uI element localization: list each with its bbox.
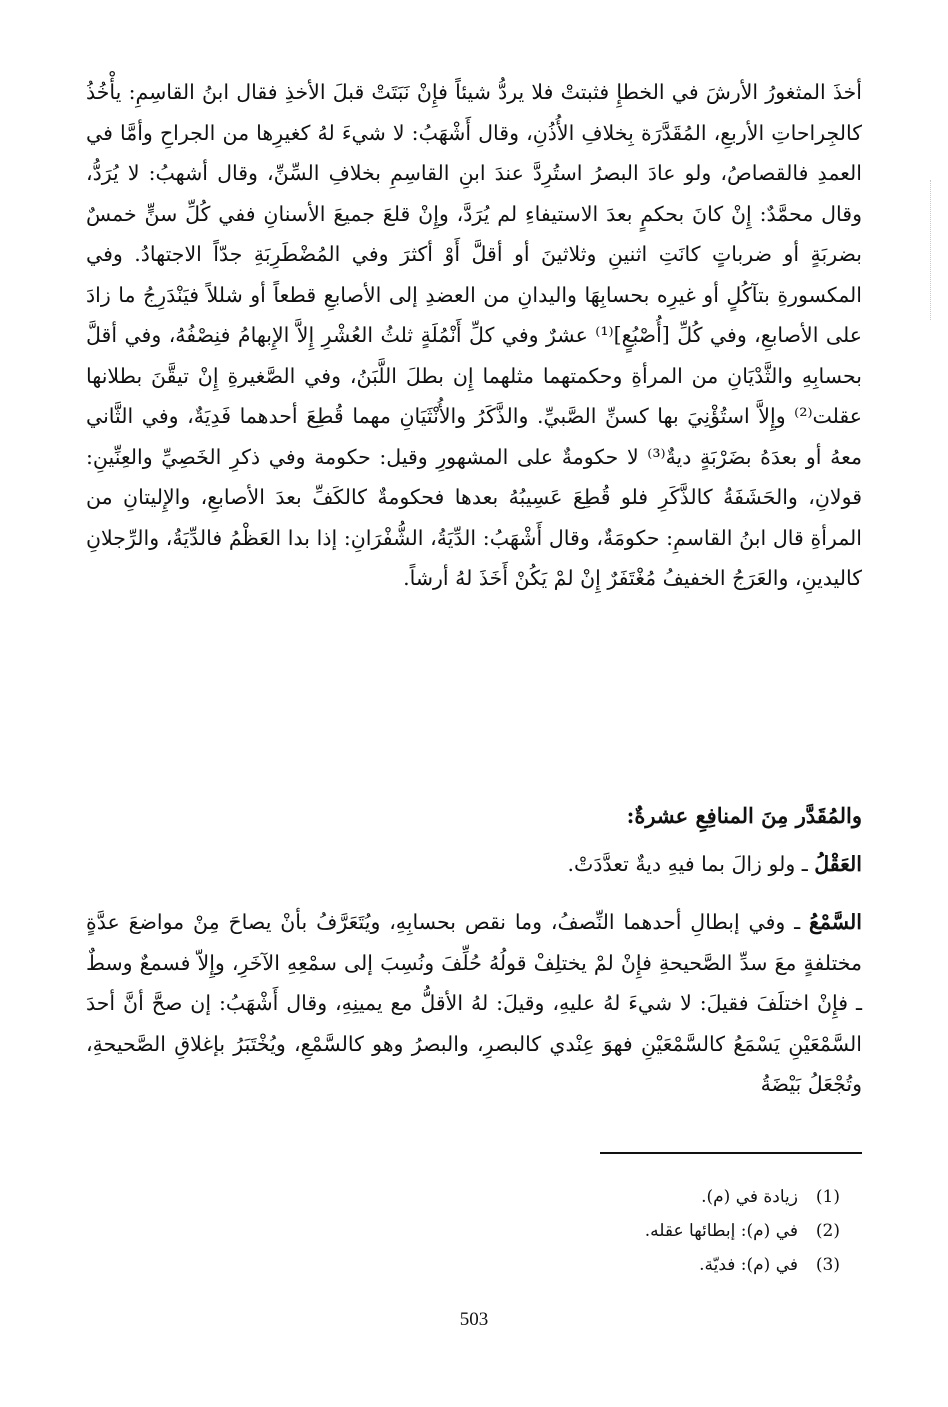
sam-paragraph [86, 902, 862, 1148]
footnote-item [340, 1248, 840, 1282]
aql-text: ـ ولو زالَ بما فيهِ ديةٌ تعدَّدَتْ. [567, 852, 815, 876]
footnote-text: في (م): إبطائها عقله. [644, 1221, 798, 1241]
section-heading: والمُقَدَّر مِنَ المنافِعِ عشرةٌ: [626, 803, 862, 828]
footnote-item [340, 1214, 840, 1248]
footnote-item [340, 1180, 840, 1214]
footnote-number: (1) [815, 1187, 840, 1207]
footnotes-list [340, 1180, 840, 1282]
paragraph-main-1: أخذَ المثغورُ الأرشَ في الخطإِ فثبتتْ فلا يردُّ شيئاً فإِنْ نَبَتَتْ قبلَ الأخذِ فقال ابنُ القاسِمِ: يأْخُذُ كالجِراحاتِ الأربعِ، المُقَدَّرَة بِخلافِ الأُذُنِ، وقال أَشْهَبُ: لا شيءَ لهُ كغيرِها من الجراحِ وأمَّا في العمدِ فالقصاصُ، ولو عادَ البصرُ استُرِدَّ عندَ ابنِ القاسِمِ بخلافِ السِّنِّ، وقال أشهبُ: لا يُرَدُّ، وقال محمَّدٌ: إِنْ كانَ بحكمٍ بعدَ الاستيفاءِ لم يُرَدَّ، وإِنْ قلعَ جميعَ الأسنانِ ففي كُلِّ سنٍّ خمسٌ بضربَةٍ أو ضرباتٍ كانَتِ اثنينِ وثلاثينَ أو أقلَّ أَوْ أكثرَ وفي المُضْطَرِبَةِ جدّاً الاجتهادُ. وفي المكسورةِ بتآكُلٍ أو غيرِه بحسابِهَا واليدانِ من العضدِ إلى الأصابعِ قطعاً أو شللاً فيَنْدَرِجُ ما زادَ على الأصابعِ، وفي كُلِّ [أُصْبُعٍ]⁽¹⁾ عشرٌ وفي كلِّ أَنْمُلَةٍ ثلثُ العُشْرِ إِلاَّ الإِبهامُ فنِصْفُهُ، وفي أقلَّ بحسابِهِ والثَّدْيَانِ من المرأةِ وحكمتهما مثلهما إِن بطلَ اللَّبَنُ، وفي الصَّغيرةِ إِنْ تيقَّنَ بطلانها عقلت⁽²⁾ وإِلاَّ استُؤْنِيَ بها كسنِّ الصَّبيِّ. والذَّكَرُ والأُنْثَيَانِ مهما قُطِعَ أحدهما فَدِيَةٌ، وفي الثَّاني معهُ أو بعدَهُ بضَرْبَةٍ ديةٌ⁽³⁾ لا حكومةٌ على المشهورِ وقيل: حكومة وفي ذكرِ الخَصِيِّ والعِنِّينِ: قولانِ، والحَشَفَةُ كالذَّكَرِ فلو قُطِعَ عَسِيبُهُ بعدها فحكومةٌ كالكَفِّ بعدَ الأصابعِ، والإِليتانِ من المرأةِ قال ابنُ القاسمِ: حكومَةٌ، وقال أَشْهَبُ: الدِّيَةُ، الشُّفْرَانِ: إذا بدا العَظْمُ فالدِّيَةُ، والرِّجلانِ كاليدينِ، والعَرَجُ الخفيفُ مُغْتَفَرٌ إِنْ لمْ يَكُنْ أَخَذَ لهُ أرشاً. [86, 80, 862, 590]
page-number: 503 [459, 1309, 489, 1330]
sam-text: ـ وفي إبطالِ أحدهما النِّصفُ، وما نقص بحسابِهِ، ويُتَعَرَّفُ بأنْ يصاحَ مِنْ مواضعَ عدَّةٍ مختلفةٍ معَ سدِّ الصَّحيحةِ فإِنْ لمْ يختلِفْ قولُهُ حُلِّفَ ونُسِبَ إلى سمْعِهِ الآخَرِ، وإِلاّ فسمعٌ وسطٌ ـ فإِنْ اختلَفَ فقيلَ: لا شيءَ لهُ عليهِ، وقيلَ: لهُ الأقلُّ مع يمينِهِ، وقال أَشْهَبُ: إن صحَّ أنَّ أحدَ السَّمْعَيْنِ يَسْمَعُ كالسَّمْعَيْنِ فهوَ عِنْدي كالبصرِ، والبصرُ وهو كالسَّمْعِ، ويُخْتَبَرُ بإغلاقِ الصَّحيحةِ، وتُجْعَلُ بَيْضَةُ [86, 910, 862, 1096]
footnote-number: (3) [815, 1255, 840, 1275]
footnote-number: (2) [815, 1221, 840, 1241]
footnote-divider [600, 1152, 862, 1154]
page-body [86, 72, 862, 1148]
footnote-text: زيادة في (م). [701, 1187, 798, 1207]
aql-term: العَقْلُ [814, 852, 862, 876]
footnote-text: في (م): فديّة. [699, 1255, 798, 1275]
sam-term: السَّمْعُ [809, 910, 862, 934]
aql-line [86, 844, 862, 884]
scan-edge-marks [930, 180, 934, 320]
